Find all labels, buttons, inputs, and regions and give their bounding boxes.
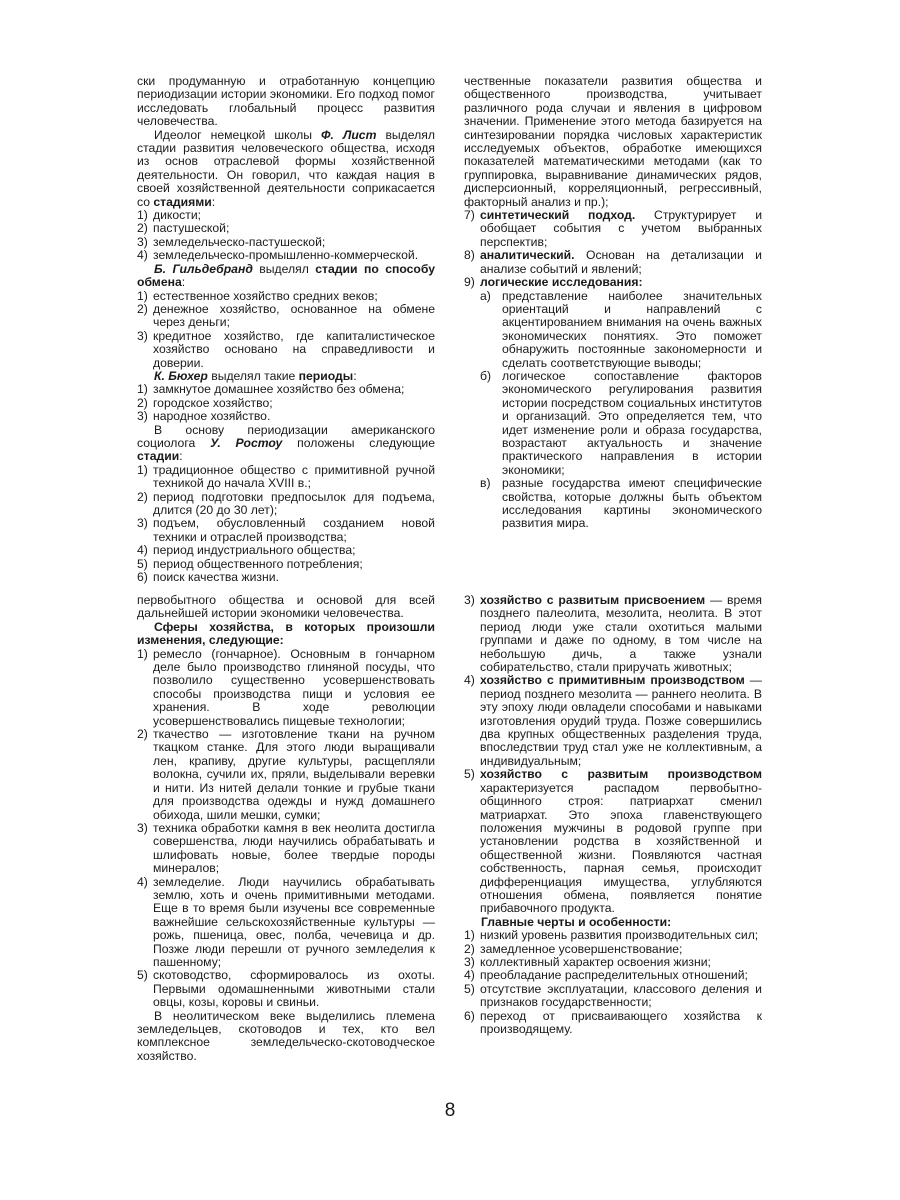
- list-item: [464, 943, 762, 956]
- list-item: [137, 222, 435, 235]
- list-text: замкнутое домашнее хозяйство без обмена;: [153, 382, 405, 397]
- list-number: 3): [464, 954, 475, 969]
- text: Основан на детализации и анализе событий и явлений;: [480, 248, 762, 276]
- list-number: 5): [464, 767, 475, 782]
- list-item: [137, 544, 435, 557]
- paragraph-gildebrand: [137, 263, 435, 290]
- list-number: 2): [137, 727, 148, 742]
- heading-text: Главные черты и особенности:: [481, 914, 672, 929]
- list-item: [464, 969, 762, 982]
- list-text: ткачество — изготовление ткани на ручном ткацком станке. Для этого люди выращивали лен, крапиву, другие культуры, расщепляли волокна, сучили их, пряли, выделывали веревки и нити. Из нитей делали тонкие и грубые ткани для производства одежды и нужд домашнего обихода, шили мешки, сумки;: [153, 727, 435, 822]
- text: выделял: [252, 261, 316, 276]
- text: :: [353, 368, 357, 383]
- list-text: дикости;: [153, 208, 202, 223]
- bold-term: хозяйство с развитым присвоением: [480, 593, 706, 607]
- list-text: [480, 594, 762, 674]
- list-text: земледельческо-промышленно-коммерческой.: [153, 248, 419, 263]
- list-item: [137, 571, 435, 584]
- list-text: [480, 209, 762, 249]
- bold-term: синтетический подход.: [480, 208, 636, 223]
- paragraph-list: [137, 129, 435, 209]
- list-item: [464, 249, 762, 276]
- text: Структурирует и обобщает события с учетом выбранных перспектив;: [480, 208, 762, 249]
- list-text: [480, 674, 762, 768]
- text: характеризуется распадом первобытно-общинного строя: патриархат сменил матриархат. Это эпоха главенствующего положения мужчины в родовой группе при установлении родства в хозяйственной и общественной жизни. Появляются частная собственность, парная семья, происходит дифференциация имущества, углубляются отношения обмена, появляется понятие прибавочного продукта.: [480, 780, 762, 916]
- list-item: [137, 290, 435, 303]
- list-number: 3): [137, 234, 148, 249]
- list-item: [464, 209, 762, 249]
- list-number: 2): [137, 395, 148, 410]
- section-heading: [137, 621, 435, 648]
- list-text: городское хозяйство;: [153, 395, 273, 410]
- sub-list-item: [480, 370, 762, 477]
- list-item: [137, 464, 435, 491]
- list-number: 4): [137, 248, 148, 263]
- list-item: [137, 303, 435, 330]
- list-item: [137, 249, 435, 262]
- list-item: [464, 276, 762, 289]
- list-number: 2): [137, 301, 148, 316]
- list-text: период общественного потребления;: [153, 556, 363, 571]
- bold-term: хозяйство с развитым производством: [480, 767, 762, 782]
- list-number: 1): [137, 288, 148, 303]
- text: :: [181, 275, 186, 290]
- list-text: переход от присваивающего хозяйства к производящему.: [480, 1008, 762, 1036]
- list-number: 3): [137, 409, 148, 424]
- list-text: техника обработки камня в век неолита достигла совершенства, люди научились обрабатывать и шлифовать новые, более твердые породы минералов;: [153, 820, 435, 876]
- list-item: [137, 517, 435, 544]
- list-text: поиск качества жизни.: [153, 570, 279, 585]
- list-text: низкий уровень развития производительных сил;: [480, 928, 759, 943]
- list-item: [464, 956, 762, 969]
- list-item: [137, 410, 435, 423]
- text: :: [211, 194, 216, 209]
- paragraph: В неолитическом веке выделились племена земледельцев, скотоводов и тех, кто вел комплексное земледельческо-скотоводческое хозяйство.: [137, 1008, 435, 1063]
- bold-term: стадии по способу обмена: [137, 261, 435, 290]
- sub-list-item: [480, 477, 762, 531]
- list-item: [137, 330, 435, 370]
- list-number: 1): [137, 208, 148, 223]
- list-item: [464, 929, 762, 942]
- list-item: [464, 594, 762, 674]
- list-text: кредитное хозяйство, где капиталистическое хозяйство основано на справедливости и доверии.: [153, 328, 435, 370]
- author-name: Ф. Лист: [321, 127, 377, 142]
- rostow-list: [137, 464, 435, 585]
- text: выделял стадии развития человеческого общества, исходя из основ отраслевой формы хозяйственной деятельности. Он говорил, что каждая нация в своей хозяйственной деятельности соприкасается со: [137, 127, 435, 209]
- list-text: представление наиболее значительных ориентаций и направлений с акцентированием внимания на очень важных экономических понятиях. Это поможет обнаружить постоянные закономерности и сделать соответствующие выводы;: [502, 288, 762, 370]
- bold-term: аналитический.: [480, 248, 575, 263]
- paragraph-rostow: [137, 424, 435, 464]
- list-text: отсутствие эксплуатации, классового деления и признаков государственности;: [480, 981, 762, 1010]
- list-item: [464, 768, 762, 915]
- author-name: У. Ростоу: [210, 435, 283, 450]
- paragraph: чественные показатели развития общества и общественного производства, учитывает различного рода случаи и явления в цифровом значении. Применение этого метода базируется на синтезировании порядка числовых характеристик исследуемых объектов, обработке имеющихся показателей математическими методами (как то группировка, выравнивание динамических рядов, дисперсионный, корреляционный, регрессивный, факторный анализ и пр.);: [464, 74, 762, 209]
- sub-list-item: [480, 290, 762, 370]
- list-letter: б): [480, 368, 492, 383]
- list-number: 4): [464, 968, 475, 983]
- list-number: 4): [464, 673, 475, 688]
- list-item: [137, 397, 435, 410]
- column-top-right: [464, 75, 762, 531]
- list-letter: в): [480, 476, 491, 491]
- paragraph: первобытного общества и основой для всей дальнейшей истории экономики человечества.: [137, 593, 435, 621]
- list-item: [137, 236, 435, 249]
- list-number: 1): [137, 462, 148, 477]
- list-item: [137, 558, 435, 571]
- list-text: денежное хозяйство, основанное на обмене через деньги;: [153, 301, 435, 330]
- bold-term: стадии: [137, 449, 180, 464]
- list-stages-list: [137, 209, 435, 263]
- list-text: естественное хозяйство средних веков;: [153, 288, 378, 303]
- list-item: [464, 983, 762, 1010]
- bold-term: периоды: [298, 368, 354, 383]
- list-number: 5): [464, 981, 475, 996]
- list-text: традиционное общество с примитивной ручной техникой до начала XVIII в.;: [153, 462, 435, 491]
- column-bottom-left: [137, 594, 435, 1063]
- list-item: [137, 728, 435, 822]
- list-letter: а): [480, 288, 491, 303]
- list-number: 5): [137, 968, 148, 983]
- list-number: 1): [464, 928, 475, 943]
- text: Идеолог немецкой школы: [154, 127, 322, 142]
- list-item: [137, 491, 435, 518]
- text: — период позднего мезолита — раннего неолита. В эту эпоху люди овладели способами и навыками изготовления орудий труда. Позже совершились два крупных общественных разделения труда, впоследствии труд стал уже не коллективным, а индивидуальным;: [480, 673, 762, 768]
- list-item: [137, 876, 435, 970]
- list-number: 3): [137, 820, 148, 835]
- list-number: 1): [137, 646, 148, 661]
- list-text: земледельческо-пастушеской;: [153, 234, 326, 249]
- heading-text: Сферы хозяйства, в которых произошли изменения, следующие:: [137, 619, 435, 648]
- list-text: подъем, обусловленный созданием новой техники и отраслей производства;: [153, 516, 435, 544]
- text: — время позднего палеолита, мезолита, неолита. В этот период люди уже стали охотиться малыми группами и даже по одному, в том числе на небольшую дичь, а также узнали собирательство, стали приручать животных;: [480, 593, 762, 675]
- author-name: Б. Гильдебранд: [154, 261, 253, 276]
- list-text: народное хозяйство.: [153, 409, 271, 424]
- list-item: [137, 969, 435, 1009]
- list-number: 4): [137, 874, 148, 889]
- list-number: 6): [464, 1008, 475, 1023]
- list-text: коллективный характер освоения жизни;: [480, 954, 711, 969]
- list-text: земледелие. Люди научились обрабатывать землю, хоть и очень примитивными методами. Еще в то время были изучены все современные важнейшие сельскохозяйственные культуры — рожь, пшеница, овес, полба, чечевица и др. Позже люди перешли от ручного земледелия к пашенному;: [153, 874, 435, 969]
- list-number: 7): [464, 208, 475, 223]
- list-item: [137, 383, 435, 396]
- list-text: логическое сопоставление факторов экономического регулирования развития истории посредством социальных институтов и организаций. Это определяется тем, что идет изменение роли и образа государства, возрастают актуальность и значение практического направления в истории экономики;: [502, 368, 762, 477]
- list-text: [480, 768, 762, 915]
- list-number: 9): [464, 275, 475, 290]
- list-number: 2): [137, 221, 148, 236]
- list-number: 2): [464, 941, 475, 956]
- bold-term: логические исследования:: [480, 275, 643, 290]
- list-text: [480, 249, 762, 276]
- list-text: период индустриального общества;: [153, 543, 356, 558]
- bold-term: хозяйство с примитивным производством: [480, 673, 745, 688]
- text: положены следующие: [282, 435, 435, 450]
- list-text: пастушеской;: [153, 221, 230, 236]
- list-number: 1): [137, 382, 148, 397]
- list-text: скотоводство, сформировалось из охоты. Первыми одомашненными животными стали овцы, козы, коровы и свиньи.: [153, 968, 435, 1010]
- list-number: 8): [464, 248, 475, 263]
- author-name: К. Бюхер: [154, 368, 208, 383]
- list-text: ремесло (гончарное). Основным в гончарном деле было производство глиняной посуды, что позволило существенно усовершенствовать способы производства пищи и условия ее хранения. В ходе революции усовершенствовались пищевые технологии;: [153, 646, 435, 728]
- paragraph-bucher: [137, 370, 435, 383]
- text: :: [179, 449, 183, 464]
- list-number: 5): [137, 556, 148, 571]
- list-item: [137, 648, 435, 728]
- gildebrand-list: [137, 290, 435, 370]
- list-item: [464, 1010, 762, 1037]
- list-text: [480, 276, 762, 289]
- list-number: 3): [137, 516, 148, 531]
- page-number: 8: [444, 1100, 456, 1121]
- list-number: 3): [137, 328, 148, 343]
- bucher-list: [137, 383, 435, 423]
- list-number: 3): [464, 593, 475, 607]
- paragraph: ски продуманную и отработанную концепцию периодизации истории экономики. Его подход помог исследовать глобальный процесс развития человечества.: [137, 74, 435, 129]
- list-number: 2): [137, 489, 148, 504]
- section-heading: [464, 916, 762, 929]
- list-text: замедленное усовершенствование;: [480, 941, 683, 956]
- list-text: разные государства имеют специфические свойства, которые должны быть объектом исследования картины экономического развития мира.: [502, 476, 762, 531]
- list-item: [137, 822, 435, 876]
- text: выделял такие: [207, 368, 299, 383]
- list-item: [137, 209, 435, 222]
- list-number: 4): [137, 543, 148, 558]
- list-number: 6): [137, 570, 148, 585]
- text: В основу периодизации американского социолога: [137, 422, 435, 450]
- column-bottom-right: [464, 594, 762, 1036]
- list-text: преобладание распределительных отношений;: [480, 968, 748, 983]
- list-text: период подготовки предпосылок для подъема, длится (20 до 30 лет);: [153, 489, 435, 517]
- list-item: [464, 674, 762, 768]
- column-top-left: [137, 75, 435, 584]
- bold-term: стадиями: [153, 194, 212, 209]
